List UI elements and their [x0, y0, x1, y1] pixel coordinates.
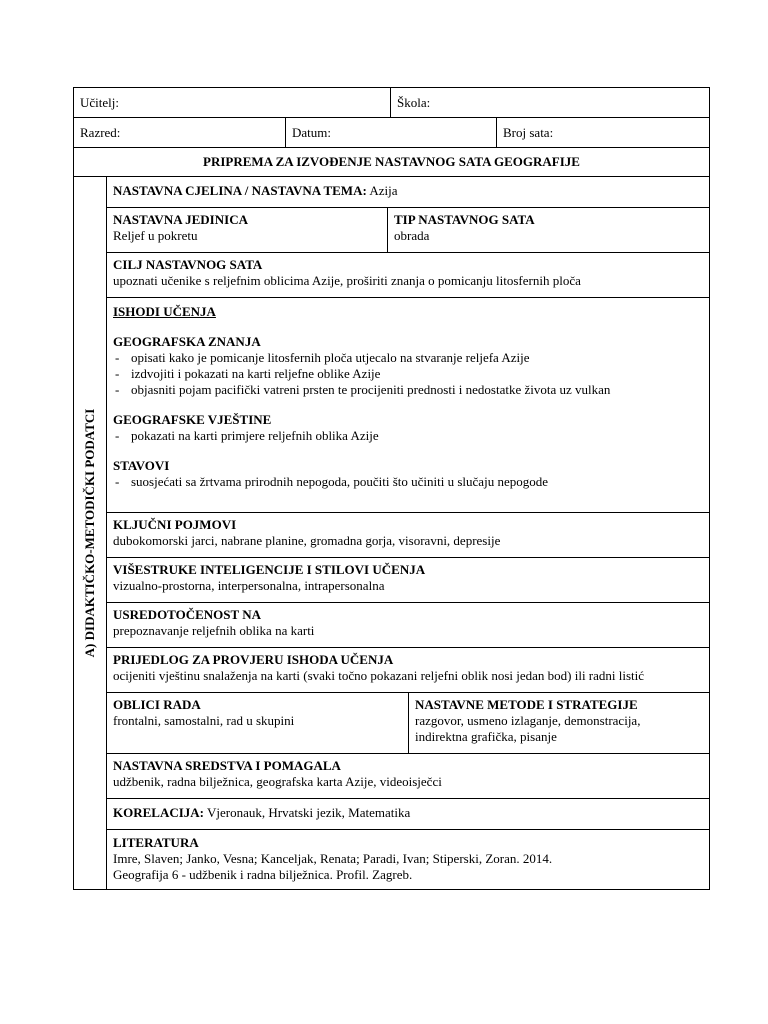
- kljucni-pojmovi-value: dubokomorski jarci, nabrane planine, gromadna gorja, visoravni, depresije: [113, 533, 501, 548]
- oblici-rada-label: OBLICI RADA: [113, 697, 201, 712]
- nastavna-jedinica-value: Reljef u pokretu: [113, 228, 198, 243]
- prijedlog-label: PRIJEDLOG ZA PROVJERU ISHODA UČENJA: [113, 652, 394, 667]
- inteligencije-label: VIŠESTRUKE INTELIGENCIJE I STILOVI UČENJA: [113, 562, 426, 577]
- nastavna-cjelina-label: NASTAVNA CJELINA / NASTAVNA TEMA:: [113, 183, 367, 198]
- tip-sata-value: obrada: [394, 228, 430, 243]
- geografska-znanja-list: [113, 350, 703, 398]
- nastavna-jedinica-row: [107, 208, 710, 253]
- stavovi-label: STAVOVI: [113, 458, 170, 473]
- kljucni-pojmovi-label: KLJUČNI POJMOVI: [113, 517, 237, 532]
- lesson-plan-form: [73, 87, 710, 890]
- title-row: [74, 148, 710, 177]
- metode-label: NASTAVNE METODE I STRATEGIJE: [415, 697, 638, 712]
- list-item: - opisati kako je pomicanje litosfernih ploča utjecalo na stvaranje reljefa Azije: [113, 350, 703, 366]
- geografske-vjestine-label: GEOGRAFSKE VJEŠTINE: [113, 412, 272, 427]
- page-title: PRIPREMA ZA IZVOĐENJE NASTAVNOG SATA GEOGRAFIJE: [74, 148, 710, 176]
- header-row-1: [74, 88, 710, 118]
- oblici-rada-value: frontalni, samostalni, rad u skupini: [113, 713, 295, 728]
- list-item: - izdvojiti i pokazati na karti reljefne oblike Azije: [113, 366, 703, 382]
- side-label-cell: [74, 177, 107, 890]
- nastavna-jedinica-label: NASTAVNA JEDINICA: [113, 212, 248, 227]
- prijedlog-value: ocijeniti vještinu snalaženja na karti (svaki točno pokazani reljefni oblik nosi jedan bod) ili radni listić: [113, 668, 645, 683]
- korelacija-row: [107, 799, 710, 830]
- inteligencije-value: vizualno-prostorna, interpersonalna, intrapersonalna: [113, 578, 385, 593]
- literatura-line-1: Imre, Slaven; Janko, Vesna; Kanceljak, Renata; Paradi, Ivan; Stiperski, Zoran. 2014.: [113, 851, 553, 866]
- side-label: A) DIDAKTIČKO-METODIČKI PODATCI: [82, 408, 97, 658]
- list-item: - objasniti pojam pacifički vatreni prsten te procijeniti prednosti i nedostatke života uz vulkan: [113, 382, 703, 398]
- datum-field[interactable]: Datum:: [286, 118, 497, 147]
- ishodi-label: ISHODI UČENJA: [113, 304, 216, 319]
- literatura-label: LITERATURA: [113, 835, 199, 850]
- ishodi-row: [107, 298, 710, 513]
- prijedlog-row: [107, 648, 710, 693]
- nastavna-cjelina-row: [107, 177, 710, 208]
- korelacija-value: Vjeronauk, Hrvatski jezik, Matematika: [204, 805, 411, 820]
- literatura-line-2: Geografija 6 - udžbenik i radna bilježnica. Profil. Zagreb.: [113, 867, 413, 882]
- sredstva-label: NASTAVNA SREDSTVA I POMAGALA: [113, 758, 341, 773]
- usredotocenost-label: USREDOTOČENOST NA: [113, 607, 261, 622]
- stavovi-list: [113, 474, 703, 490]
- metode-line-2: indirektna grafička, pisanje: [415, 729, 557, 744]
- geografska-znanja-label: GEOGRAFSKA ZNANJA: [113, 334, 261, 349]
- usredotocenost-value: prepoznavanje reljefnih oblika na karti: [113, 623, 315, 638]
- oblici-metode-row: [107, 693, 710, 754]
- literatura-row: [107, 830, 710, 890]
- nastavna-cjelina-value: Azija: [366, 183, 398, 198]
- cilj-label: CILJ NASTAVNOG SATA: [113, 257, 263, 272]
- sredstva-row: [107, 754, 710, 799]
- metode-line-1: razgovor, usmeno izlaganje, demonstracija,: [415, 713, 641, 728]
- korelacija-label: KORELACIJA:: [113, 805, 205, 820]
- list-item: - pokazati na karti primjere reljefnih oblika Azije: [113, 428, 703, 444]
- cilj-value: upoznati učenike s reljefnim oblicima Azije, proširiti znanja o pomicanju litosfernih ploča: [113, 273, 581, 288]
- ucitelj-field[interactable]: Učitelj:: [74, 88, 391, 117]
- sredstva-value: udžbenik, radna bilježnica, geografska karta Azije, videoisječci: [113, 774, 442, 789]
- tip-sata-label: TIP NASTAVNOG SATA: [394, 212, 535, 227]
- header-row-2: [74, 118, 710, 148]
- razred-field[interactable]: Razred:: [74, 118, 286, 147]
- cilj-row: [107, 253, 710, 298]
- didactic-section: [74, 177, 710, 890]
- skola-field[interactable]: Škola:: [391, 88, 710, 117]
- kljucni-pojmovi-row: [107, 513, 710, 558]
- broj-sata-field[interactable]: Broj sata:: [497, 118, 710, 147]
- geografske-vjestine-list: [113, 428, 703, 444]
- didactic-content: [107, 177, 710, 890]
- usredotocenost-row: [107, 603, 710, 648]
- list-item: - suosjećati sa žrtvama prirodnih nepogoda, poučiti što učiniti u slučaju nepogode: [113, 474, 703, 490]
- inteligencije-row: [107, 558, 710, 603]
